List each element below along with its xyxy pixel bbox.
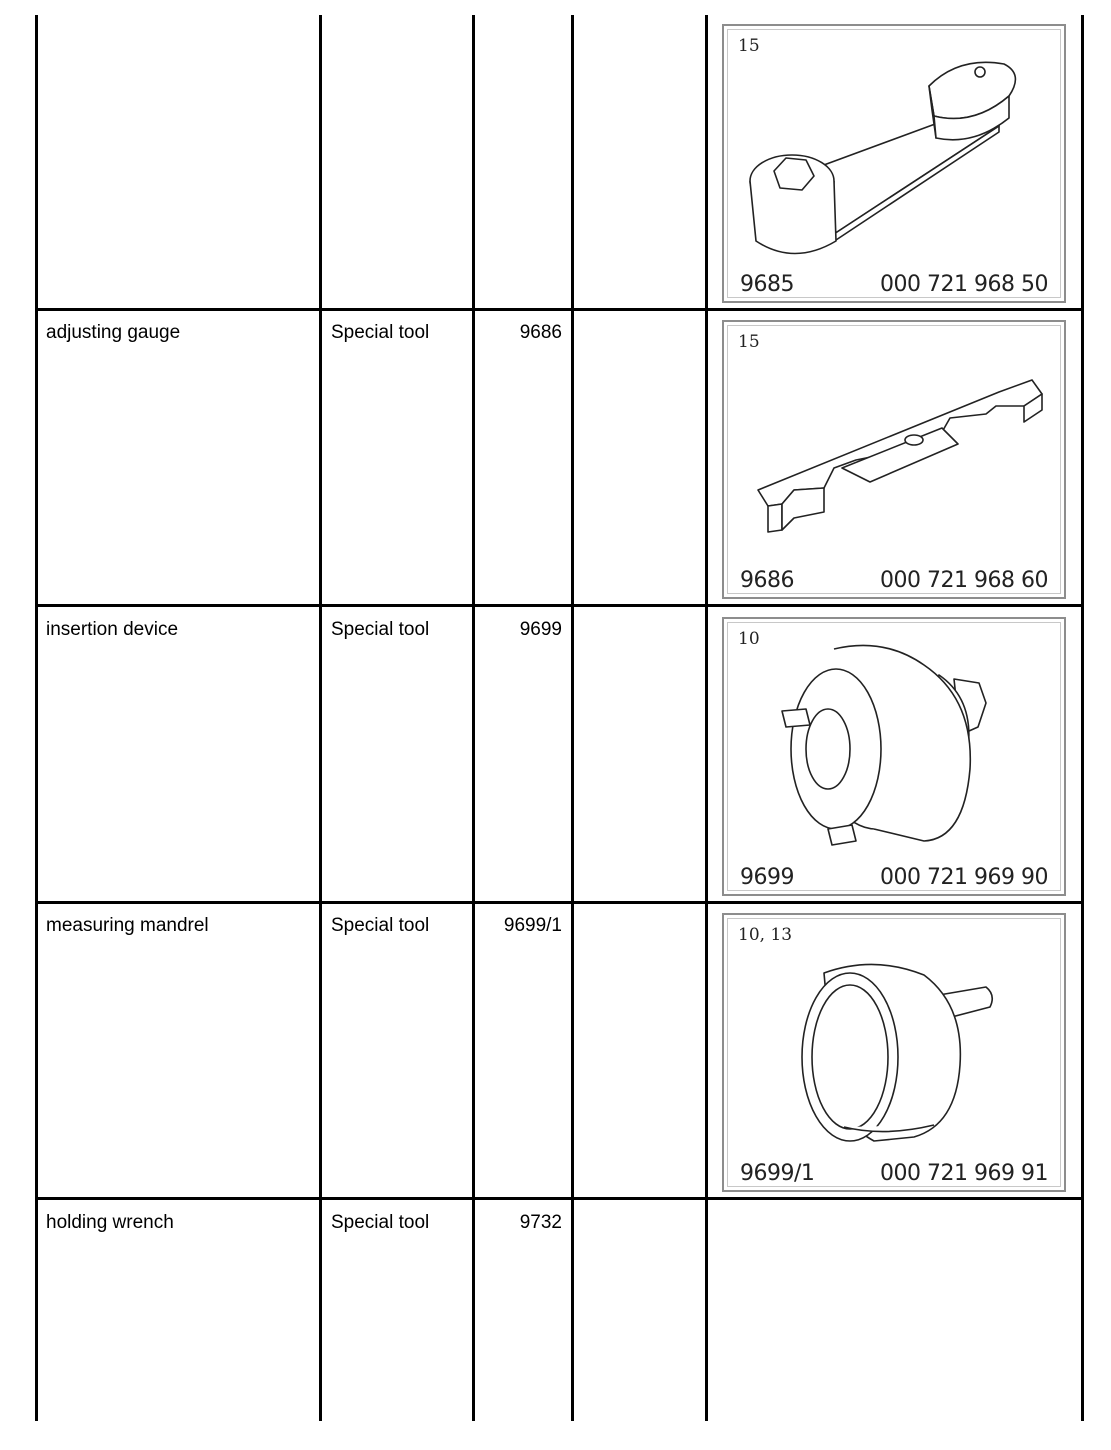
row-divider (36, 604, 1084, 607)
tool-figure (722, 24, 1066, 303)
figure-label: 10 (738, 629, 760, 649)
figure-label: 15 (738, 36, 760, 56)
tool-figure (722, 913, 1066, 1192)
tool-name: insertion device (46, 619, 179, 640)
figure-code: 9685 (740, 272, 794, 297)
wrench-icon (724, 26, 1068, 305)
figure-label: 15 (738, 332, 760, 352)
mandrel-icon (724, 915, 1068, 1194)
tool-number: 9686 (519, 322, 562, 343)
figure-code: 9699/1 (740, 1161, 815, 1186)
figure-part-number: 000 721 968 60 (880, 568, 1048, 593)
tool-name: measuring mandrel (46, 915, 209, 936)
column-divider (1081, 15, 1084, 1421)
figure-part-number: 000 721 969 91 (880, 1161, 1048, 1186)
column-divider (571, 15, 574, 1421)
tool-name: adjusting gauge (46, 322, 181, 343)
tool-number: 9699 (519, 619, 562, 640)
row-divider (36, 1197, 1084, 1200)
tool-figure (722, 617, 1066, 896)
tool-type: Special tool (331, 322, 430, 343)
column-divider (705, 15, 708, 1421)
figure-part-number: 000 721 968 50 (880, 272, 1048, 297)
figure-part-number: 000 721 969 90 (880, 865, 1048, 890)
row-divider (36, 308, 1084, 311)
tool-type: Special tool (331, 619, 430, 640)
insertion-device-icon (724, 619, 1068, 898)
tool-figure (722, 320, 1066, 599)
figure-code: 9686 (740, 568, 794, 593)
column-divider (35, 15, 38, 1421)
row-divider (36, 901, 1084, 904)
gauge-icon (724, 322, 1068, 601)
tool-name: holding wrench (46, 1212, 174, 1233)
figure-code: 9699 (740, 865, 794, 890)
tool-number: 9732 (519, 1212, 562, 1233)
figure-label: 10, 13 (738, 925, 793, 945)
tool-number: 9699/1 (503, 915, 562, 936)
tool-type: Special tool (331, 915, 430, 936)
column-divider (472, 15, 475, 1421)
column-divider (319, 15, 322, 1421)
tool-type: Special tool (331, 1212, 430, 1233)
